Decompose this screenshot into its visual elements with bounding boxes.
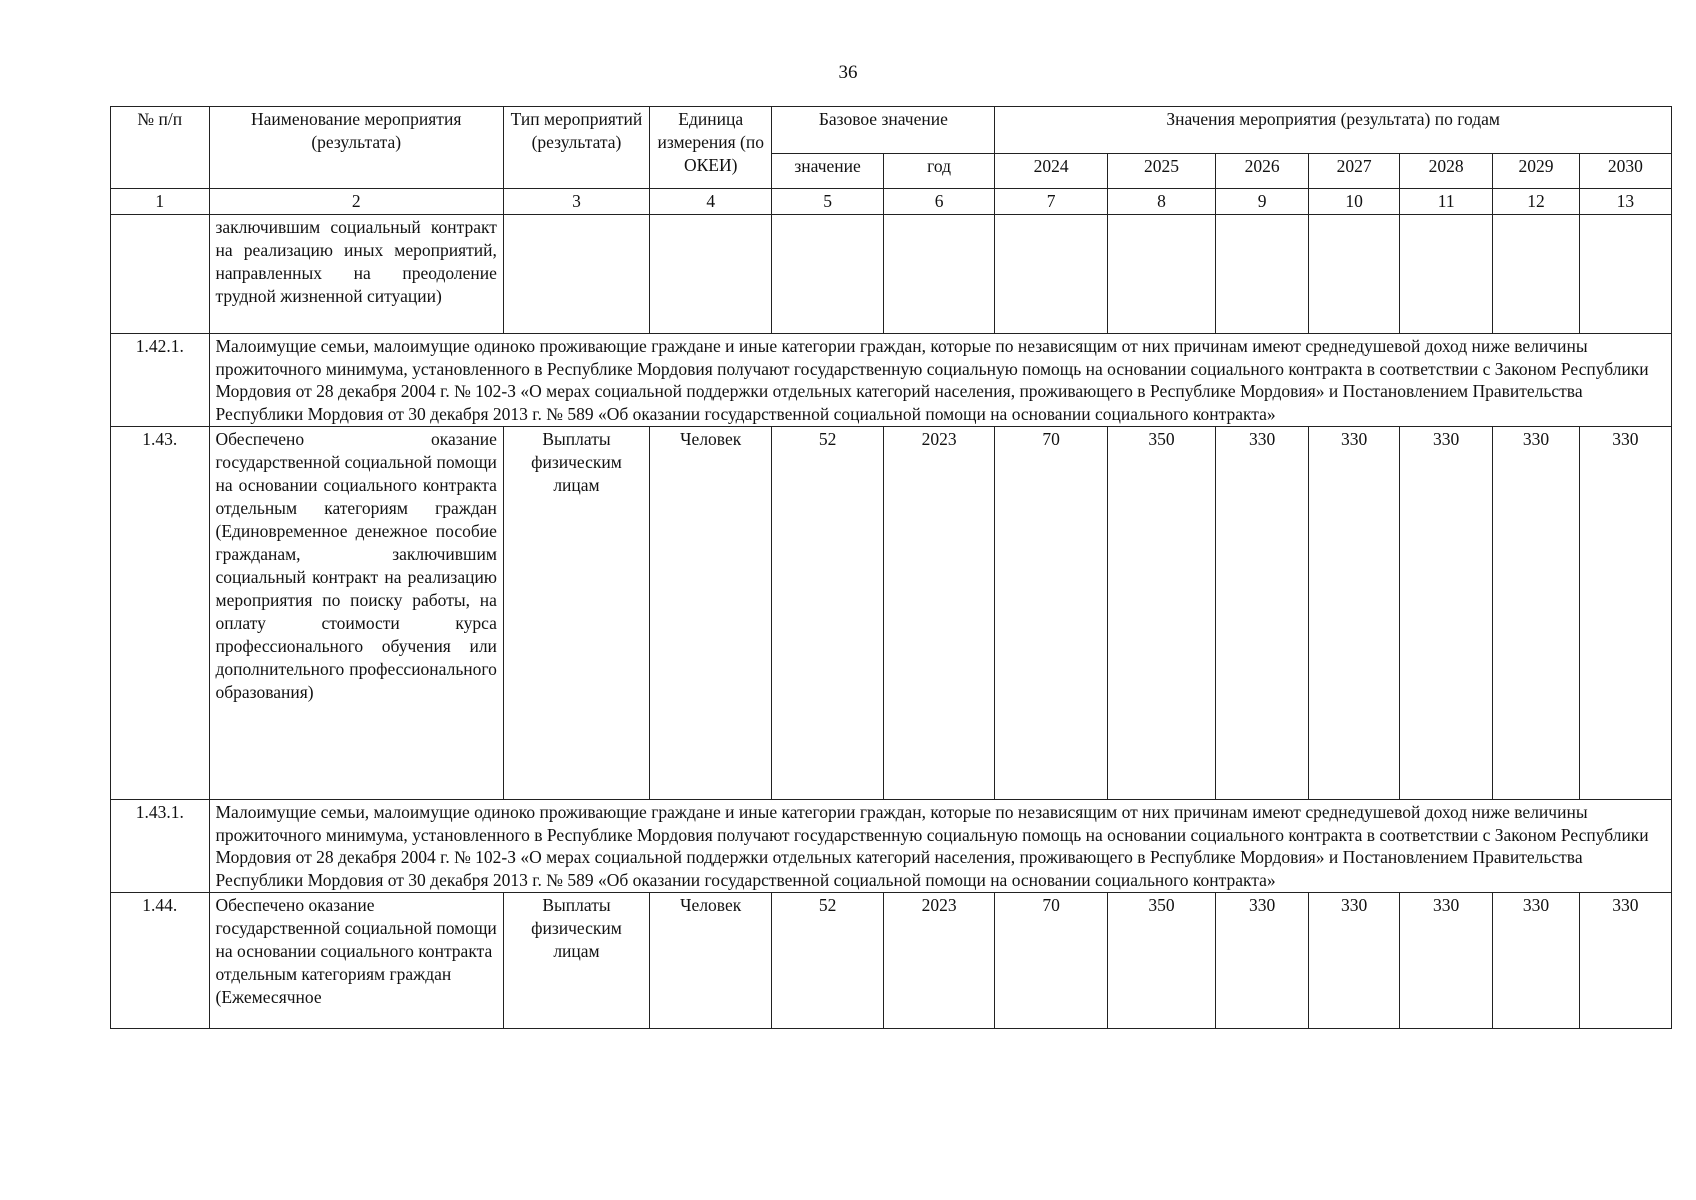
row-value-2030: 330: [1579, 893, 1671, 1029]
column-index-row: [111, 189, 1672, 215]
empty-cell: [650, 215, 772, 334]
row-value-2024: 70: [995, 427, 1108, 800]
column-index: 3: [503, 189, 649, 215]
row-value-2026: 330: [1216, 427, 1309, 800]
empty-cell: [995, 215, 1108, 334]
empty-cell: [772, 215, 883, 334]
row-num: 1.43.: [111, 427, 210, 800]
row-value-2027: 330: [1309, 427, 1400, 800]
column-index: 10: [1309, 189, 1400, 215]
header-year-2026: 2026: [1216, 154, 1309, 189]
header-years-group: Значения мероприятия (результата) по годам: [995, 107, 1672, 154]
header-row: [111, 107, 1672, 154]
header-year-2024: 2024: [995, 154, 1108, 189]
row-num: 1.43.1.: [111, 800, 210, 893]
empty-cell: [883, 215, 995, 334]
header-type: Тип мероприятий (результата): [503, 107, 649, 189]
row-value-2025: 350: [1107, 893, 1215, 1029]
header-year-2027: 2027: [1309, 154, 1400, 189]
row-name: Обеспечено оказание государственной социальной помощи на основании социального контракта отдельным категориям граждан (Ежемесячное: [209, 893, 503, 1029]
row-value-2028: 330: [1400, 893, 1493, 1029]
column-index: 11: [1400, 189, 1493, 215]
header-year-2025: 2025: [1107, 154, 1215, 189]
row-base-year: 2023: [883, 893, 995, 1029]
row-description: Малоимущие семьи, малоимущие одиноко проживающие граждане и иные категории граждан, которые по независящим от них причинам имеют среднедушевой доход ниже величины прожиточного минимума, установленного в Республике Мордовия получают государственную социальную помощь на основании социального контракта в соответствии с Законом Республики Мордовия от 28 декабря 2004 г. № 102-З «О мерах социальной поддержки отдельных категорий населения, проживающего в Республике Мордовия» и Постановлением Правительства Республики Мордовия от 30 декабря 2013 г. № 589 «Об оказании государственной социальной помощи на основании социального контракта»: [209, 334, 1672, 427]
header-base-value: значение: [772, 154, 883, 189]
row-name: Обеспечено оказание государственной социальной помощи на основании социального контракта отдельным категориям граждан (Единовременное денежное пособие гражданам, заключившим социальный контракт на реализацию мероприятия по поиску работы, на оплату стоимости курса профессионального обучения или дополнительного профессионального образования): [209, 427, 503, 800]
row-base-year: 2023: [883, 427, 995, 800]
column-index: 5: [772, 189, 883, 215]
row-value-2028: 330: [1400, 427, 1493, 800]
header-year-2030: 2030: [1579, 154, 1671, 189]
column-index: 9: [1216, 189, 1309, 215]
row-num: 1.42.1.: [111, 334, 210, 427]
empty-cell: [1309, 215, 1400, 334]
column-index: 7: [995, 189, 1108, 215]
empty-cell: [1107, 215, 1215, 334]
empty-cell: [1493, 215, 1580, 334]
column-index: 6: [883, 189, 995, 215]
row-type: Выплаты физическим лицам: [503, 893, 649, 1029]
table-row-description: [111, 800, 1672, 893]
row-base-value: 52: [772, 893, 883, 1029]
row-num: [111, 215, 210, 334]
empty-cell: [1400, 215, 1493, 334]
table-row: [111, 893, 1672, 1029]
empty-cell: [1216, 215, 1309, 334]
column-index: 2: [209, 189, 503, 215]
row-value-2029: 330: [1493, 893, 1580, 1029]
header-base: Базовое значение: [772, 107, 995, 154]
header-base-year: год: [883, 154, 995, 189]
row-num: 1.44.: [111, 893, 210, 1029]
page-number: 36: [838, 62, 858, 83]
header-unit: Единица измерения (по ОКЕИ): [650, 107, 772, 189]
row-unit: Человек: [650, 893, 772, 1029]
row-description: Малоимущие семьи, малоимущие одиноко проживающие граждане и иные категории граждан, которые по независящим от них причинам имеют среднедушевой доход ниже величины прожиточного минимума, установленного в Республике Мордовия получают государственную социальную помощь на основании социального контракта в соответствии с Законом Республики Мордовия от 28 декабря 2004 г. № 102-З «О мерах социальной поддержки отдельных категорий населения, проживающего в Республике Мордовия» и Постановлением Правительства Республики Мордовия от 30 декабря 2013 г. № 589 «Об оказании государственной социальной помощи на основании социального контракта»: [209, 800, 1672, 893]
column-index: 13: [1579, 189, 1671, 215]
row-value-2024: 70: [995, 893, 1108, 1029]
column-index: 4: [650, 189, 772, 215]
row-value-2025: 350: [1107, 427, 1215, 800]
row-value-2027: 330: [1309, 893, 1400, 1029]
measures-table: [110, 106, 1672, 1029]
header-name: Наименование мероприятия (результата): [209, 107, 503, 189]
column-index: 1: [111, 189, 210, 215]
empty-cell: [1579, 215, 1671, 334]
row-base-value: 52: [772, 427, 883, 800]
header-year-2029: 2029: [1493, 154, 1580, 189]
column-index: 8: [1107, 189, 1215, 215]
header-num: № п/п: [111, 107, 210, 189]
row-value-2029: 330: [1493, 427, 1580, 800]
table-row: [111, 427, 1672, 800]
table-row-description: [111, 334, 1672, 427]
table-row-continuation: [111, 215, 1672, 334]
row-value-2030: 330: [1579, 427, 1671, 800]
row-name: заключившим социальный контракт на реализацию иных мероприятий, направленных на преодоление трудной жизненной ситуации): [209, 215, 503, 334]
column-index: 12: [1493, 189, 1580, 215]
row-value-2026: 330: [1216, 893, 1309, 1029]
row-type: Выплаты физическим лицам: [503, 427, 649, 800]
empty-cell: [503, 215, 649, 334]
header-year-2028: 2028: [1400, 154, 1493, 189]
row-unit: Человек: [650, 427, 772, 800]
